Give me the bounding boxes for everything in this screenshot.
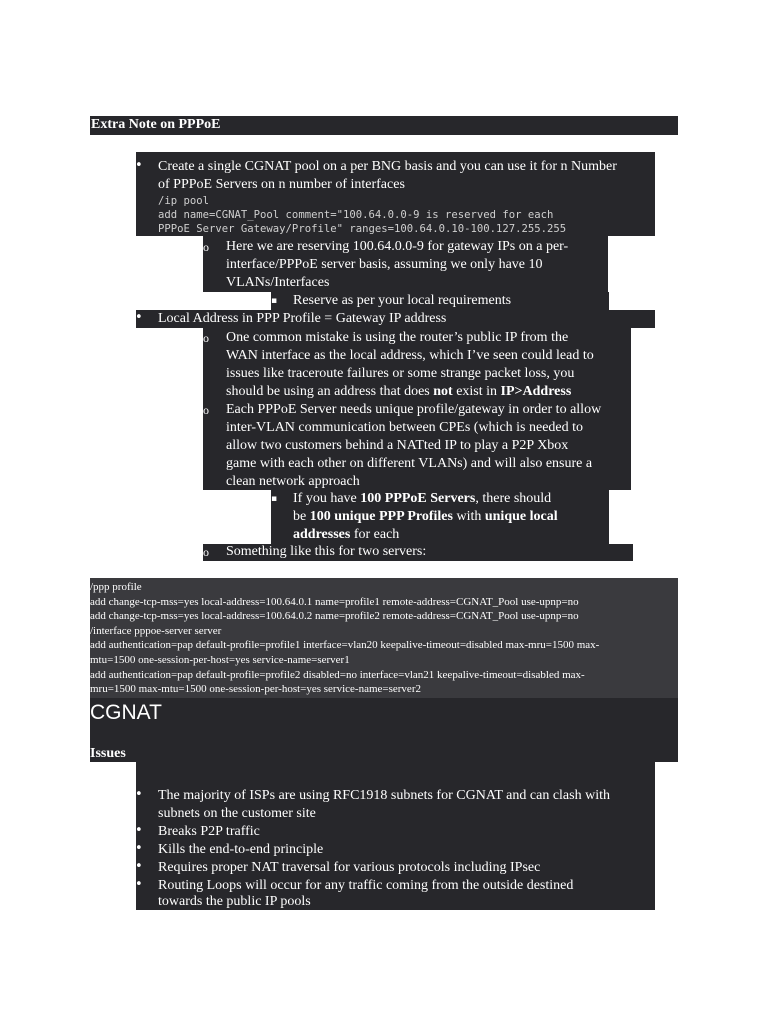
subsub-bullet-glyph: ▪ — [271, 296, 278, 306]
issue-item: Requires proper NAT traversal for various protocols including IPsec — [158, 860, 541, 875]
cgnat-heading: CGNAT — [90, 701, 162, 724]
subsub1-line: Reserve as per your local requirements — [293, 293, 512, 308]
bullet2-line1: Local Address in PPP Profile = Gateway IP address — [158, 311, 447, 326]
sub1-line2: interface/PPPoE server basis, assuming we only have 10 — [226, 257, 543, 272]
sub-bullet-glyph: o — [203, 240, 209, 254]
bullet1-line2: of PPPoE Servers on n number of interfaces — [158, 177, 405, 192]
bullet-glyph: • — [135, 158, 143, 173]
config-line: add change-tcp-mss=yes local-address=100.64.0.1 name=profile1 remote-address=CGNAT_Pool use-upnp=no — [90, 595, 579, 608]
sub3-line3: allow two customers behind a NATted IP to play a P2P Xbox — [226, 438, 569, 453]
sub3-line5: clean network approach — [226, 474, 360, 489]
cgnat-block — [90, 698, 678, 762]
issue-item: Breaks P2P traffic — [158, 824, 260, 839]
bullet-glyph: • — [135, 877, 143, 892]
issue-item-cont: towards the public IP pools — [158, 894, 311, 909]
sub1-line3: VLANs/Interfaces — [226, 275, 330, 290]
subsub2-line2: be 100 unique PPP Profiles with unique local — [293, 509, 558, 524]
sub3-line1: Each PPPoE Server needs unique profile/gateway in order to allow — [226, 402, 602, 417]
config-line: mtu=1500 one-session-per-host=yes service-name=server1 — [90, 654, 350, 666]
sub1-line1: Here we are reserving 100.64.0.0-9 for gateway IPs on a per- — [226, 239, 569, 254]
sub4-line: Something like this for two servers: — [226, 544, 427, 559]
config-line: add authentication=pap default-profile=profile1 interface=vlan20 keepalive-timeout=disabled max-mru=1500 max- — [90, 639, 600, 652]
issues-title: Issues — [90, 746, 126, 761]
bullet1-line1: Create a single CGNAT pool on a per BNG basis and you can use it for n Number — [158, 159, 617, 174]
sub2-line2: WAN interface as the local address, which I’ve seen could lead to — [226, 348, 594, 363]
bullet-glyph: • — [135, 859, 143, 874]
bullet-glyph: • — [135, 841, 143, 856]
code-line: /ip pool — [158, 195, 210, 207]
subsub-bullet-glyph: ▪ — [271, 494, 278, 504]
subsub2-line1: If you have 100 PPPoE Servers, there should — [293, 491, 552, 506]
issue-item: Kills the end-to-end principle — [158, 842, 324, 857]
sub2-line1: One common mistake is using the router’s public IP from the — [226, 330, 569, 345]
bullet-glyph: • — [135, 787, 143, 802]
bullet-glyph: • — [135, 823, 143, 838]
config-line: mru=1500 max-mtu=1500 one-session-per-host=yes service-name=server2 — [90, 683, 421, 696]
code-line: add name=CGNAT_Pool comment="100.64.0.0-9 is reserved for each — [158, 209, 554, 221]
config-line: add authentication=pap default-profile=profile2 disabled=no interface=vlan21 keepalive-timeout=disabled max- — [90, 668, 585, 681]
sub-bullet-glyph: o — [203, 403, 209, 417]
issue-item: The majority of ISPs are using RFC1918 subnets for CGNAT and can clash with — [158, 788, 610, 803]
sub2-line3: issues like traceroute failures or some strange packet loss, you — [226, 366, 575, 381]
code-line: PPPoE Server Gateway/Profile" ranges=100.64.0.10-100.127.255.255 — [158, 223, 567, 235]
sub-bullet-glyph: o — [203, 545, 209, 559]
sub3-line4: game with each other on different VLANs) and will also ensure a — [226, 456, 593, 471]
section-title: Extra Note on PPPoE — [91, 117, 221, 132]
sub-bullet-glyph: o — [203, 331, 209, 345]
subsub2-line3: addresses for each — [293, 527, 400, 542]
issue-item: Routing Loops will occur for any traffic coming from the outside destined — [158, 878, 574, 893]
config-line: /interface pppoe-server server — [90, 624, 222, 637]
bullet-glyph: • — [135, 310, 143, 325]
config-line: /ppp profile — [90, 581, 142, 593]
sub2-line4: should be using an address that does not exist in IP>Address — [226, 384, 572, 399]
issue-item-cont: subnets on the customer site — [158, 806, 316, 821]
sub3-line2: inter-VLAN communication between CPEs (which is needed to — [226, 420, 584, 435]
config-line: add change-tcp-mss=yes local-address=100.64.0.2 name=profile2 remote-address=CGNAT_Pool use-upnp=no — [90, 610, 579, 623]
